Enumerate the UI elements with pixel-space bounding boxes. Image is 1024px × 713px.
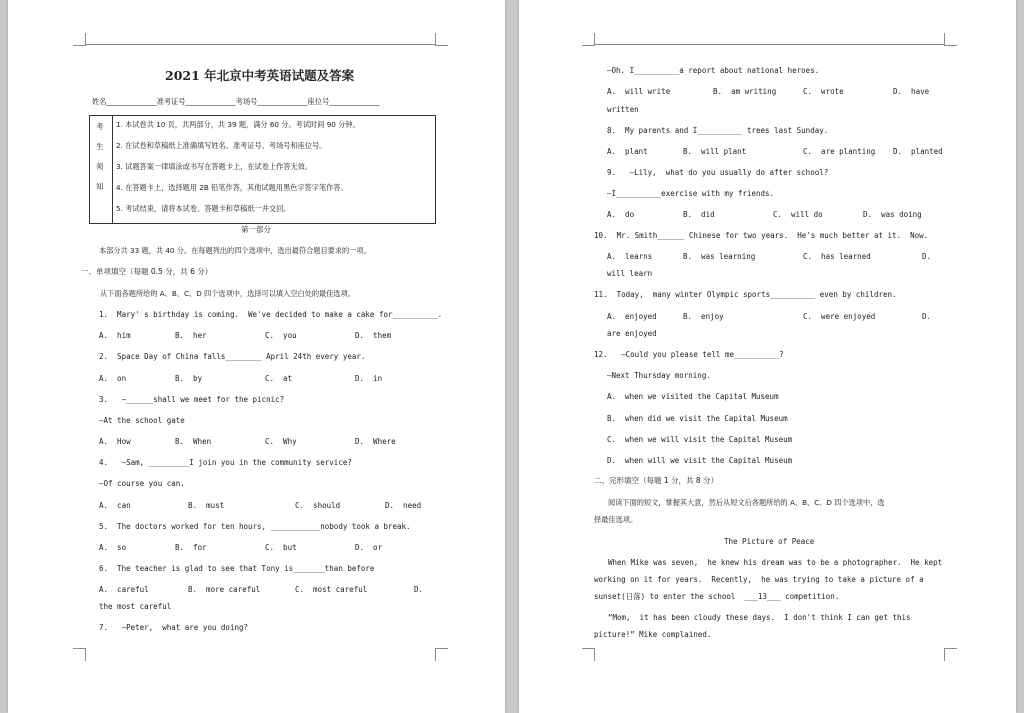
section-title: 一、单项填空（每题 0.5 分，共 6 分） xyxy=(81,267,213,276)
option-b: B. will plant xyxy=(683,147,747,156)
question-stem: 6. The teacher is glad to see that Tony is_______than before xyxy=(99,564,375,573)
section-title: 二、完形填空（每题 1 分，共 8 分） xyxy=(594,476,719,485)
question-sub-line: —Oh. I__________a report about national heroes. xyxy=(607,66,820,75)
question-sub-line: —I__________exercise with my friends. xyxy=(607,189,775,198)
option-d: D. when will we visit the Capital Museum xyxy=(607,456,793,465)
notice-label-char: 知 xyxy=(96,182,104,191)
question-stem: 5. The doctors worked for ten hours, ___________nobody took a break. xyxy=(99,522,411,531)
question-stem: 7. —Peter, what are you doing? xyxy=(99,623,249,632)
option-c: C. wrote xyxy=(803,87,844,96)
question-stem: 12. —Could you please tell me__________? xyxy=(594,350,784,359)
crop-mark xyxy=(944,33,957,46)
option-a: A. plant xyxy=(607,147,648,156)
option-c: C. most careful xyxy=(295,585,368,594)
document-page-left xyxy=(8,0,505,713)
option-d: D. them xyxy=(355,331,392,340)
part-title: 第一部分 xyxy=(241,225,271,234)
crop-mark xyxy=(944,648,957,661)
option-d: D. xyxy=(922,312,932,321)
question-stem: 1. Mary' s birthday is coming. We've decided to make a cake for__________. xyxy=(99,310,443,319)
candidate-notice-box xyxy=(89,115,436,224)
option-d: D. xyxy=(922,252,932,261)
option-d: D. need xyxy=(385,501,422,510)
passage-line: “Mom, it has been cloudy these days. I don't think I can get this xyxy=(608,613,911,622)
crop-mark xyxy=(435,33,448,46)
notice-item: 4. 在答题卡上，选择题用 2B 铅笔作答，其他试题用黑色字签字笔作答。 xyxy=(116,183,348,192)
option-c: C. will do xyxy=(773,210,823,219)
option-d-wrap: are enjoyed xyxy=(607,329,657,338)
option-d: D. Where xyxy=(355,437,396,446)
option-d: D. planted xyxy=(893,147,943,156)
option-b: B. by xyxy=(175,374,203,383)
option-c: C. has learned xyxy=(803,252,871,261)
section-instruction-wrap: 择最佳选项。 xyxy=(594,515,638,524)
option-a: A. learns xyxy=(607,252,653,261)
question-stem: 8. My parents and I__________ trees last Sunday. xyxy=(607,126,829,135)
option-c: C. but xyxy=(265,543,297,552)
question-stem: 3. —______shall we meet for the picnic? xyxy=(99,395,285,404)
option-b: B. more careful xyxy=(188,585,261,594)
option-b: B. for xyxy=(175,543,207,552)
question-stem: 2. Space Day of China falls________ April 24th every year. xyxy=(99,352,366,361)
question-sub-line: —Of course you can. xyxy=(99,479,185,488)
notice-label-char: 生 xyxy=(96,142,104,151)
option-d: D. or xyxy=(355,543,383,552)
option-d: D. was doing xyxy=(863,210,922,219)
option-d-wrap: written xyxy=(607,105,639,114)
notice-item: 3. 试题答案一律填涂或书写在答题卡上，在试卷上作答无效。 xyxy=(116,162,313,171)
option-a: A. when we visited the Capital Museum xyxy=(607,392,779,401)
crop-mark xyxy=(435,648,448,661)
crop-mark xyxy=(73,648,86,661)
document-page-right xyxy=(519,0,1016,713)
notice-label-char: 考 xyxy=(96,122,104,131)
notice-item: 2. 在试卷和草稿纸上准确填写姓名、准考证号、考场号和座位号。 xyxy=(116,141,327,150)
option-a: A. will write xyxy=(607,87,671,96)
header-line xyxy=(85,44,435,45)
question-sub-line: —At the school gate xyxy=(99,416,185,425)
passage-line: When Mike was seven, he knew his dream was to be a photographer. He kept xyxy=(608,558,943,567)
option-d: D. xyxy=(414,585,424,594)
option-b: B. did xyxy=(683,210,715,219)
option-a: A. him xyxy=(99,331,131,340)
option-d: D. have xyxy=(893,87,930,96)
question-sub-line: —Next Thursday morning. xyxy=(607,371,711,380)
option-d-wrap: the most careful xyxy=(99,602,172,611)
header-line xyxy=(594,44,944,45)
question-stem: 4. —Sam, _________I join you in the community service? xyxy=(99,458,352,467)
option-a: A. enjoyed xyxy=(607,312,657,321)
option-b: B. am writing xyxy=(713,87,777,96)
option-d: D. in xyxy=(355,374,383,383)
option-b: B. her xyxy=(175,331,207,340)
option-b: B. when did we visit the Capital Museum xyxy=(607,414,788,423)
passage-line: sunset(日落) to enter the school ___13___ competition. xyxy=(594,592,840,601)
option-b: B. must xyxy=(188,501,225,510)
section-instruction: 从下面各题所给的 A、B、C、D 四个选项中，选择可以填入空白处的最佳选项。 xyxy=(100,289,355,298)
section-instruction: 阅读下面的短文，掌握其大意，然后从短文后各题所给的 A、B、C、D 四个选项中，选 xyxy=(608,498,885,507)
option-c: C. when we will visit the Capital Museum xyxy=(607,435,793,444)
question-stem: 11. Today, many winter Olympic sports__________ even by children. xyxy=(594,290,897,299)
question-stem: 10. Mr. Smith______ Chinese for two years. He's much better at it. Now. xyxy=(594,231,929,240)
part-intro: 本部分共 33 题，共 40 分。在每题列出的四个选项中，选出最符合题目要求的一项。 xyxy=(99,246,371,255)
student-info-line: 姓名______________准考证号______________考场号______________座位号______________ xyxy=(92,97,380,106)
option-a: A. careful xyxy=(99,585,149,594)
option-a: A. can xyxy=(99,501,131,510)
notice-item: 1. 本试卷共 10 页，共两部分，共 39 题，满分 60 分。考试时间 90 分钟。 xyxy=(116,120,360,129)
passage-line: picture!” Mike complained. xyxy=(594,630,712,639)
question-stem: 9. —Lily, what do you usually do after school? xyxy=(607,168,829,177)
passage-title: The Picture of Peace xyxy=(724,537,815,546)
option-b: B. enjoy xyxy=(683,312,724,321)
option-a: A. How xyxy=(99,437,131,446)
option-c: C. should xyxy=(295,501,341,510)
notice-item: 5. 考试结束，请将本试卷、答题卡和草稿纸一并交回。 xyxy=(116,204,291,213)
notice-label-cell xyxy=(90,116,113,223)
option-b: B. When xyxy=(175,437,212,446)
option-d-wrap: will learn xyxy=(607,269,653,278)
option-c: C. were enjoyed xyxy=(803,312,876,321)
document-title: 2021 年北京中考英语试题及答案 xyxy=(165,68,355,83)
option-a: A. so xyxy=(99,543,127,552)
passage-line: working on it for years. Recently, he was trying to take a picture of a xyxy=(594,575,924,584)
option-a: A. do xyxy=(607,210,635,219)
option-c: C. at xyxy=(265,374,293,383)
option-c: C. you xyxy=(265,331,297,340)
option-a: A. on xyxy=(99,374,127,383)
option-b: B. was learning xyxy=(683,252,756,261)
notice-label-char: 须 xyxy=(96,162,104,171)
option-c: C. Why xyxy=(265,437,297,446)
crop-mark xyxy=(582,648,595,661)
option-c: C. are planting xyxy=(803,147,876,156)
